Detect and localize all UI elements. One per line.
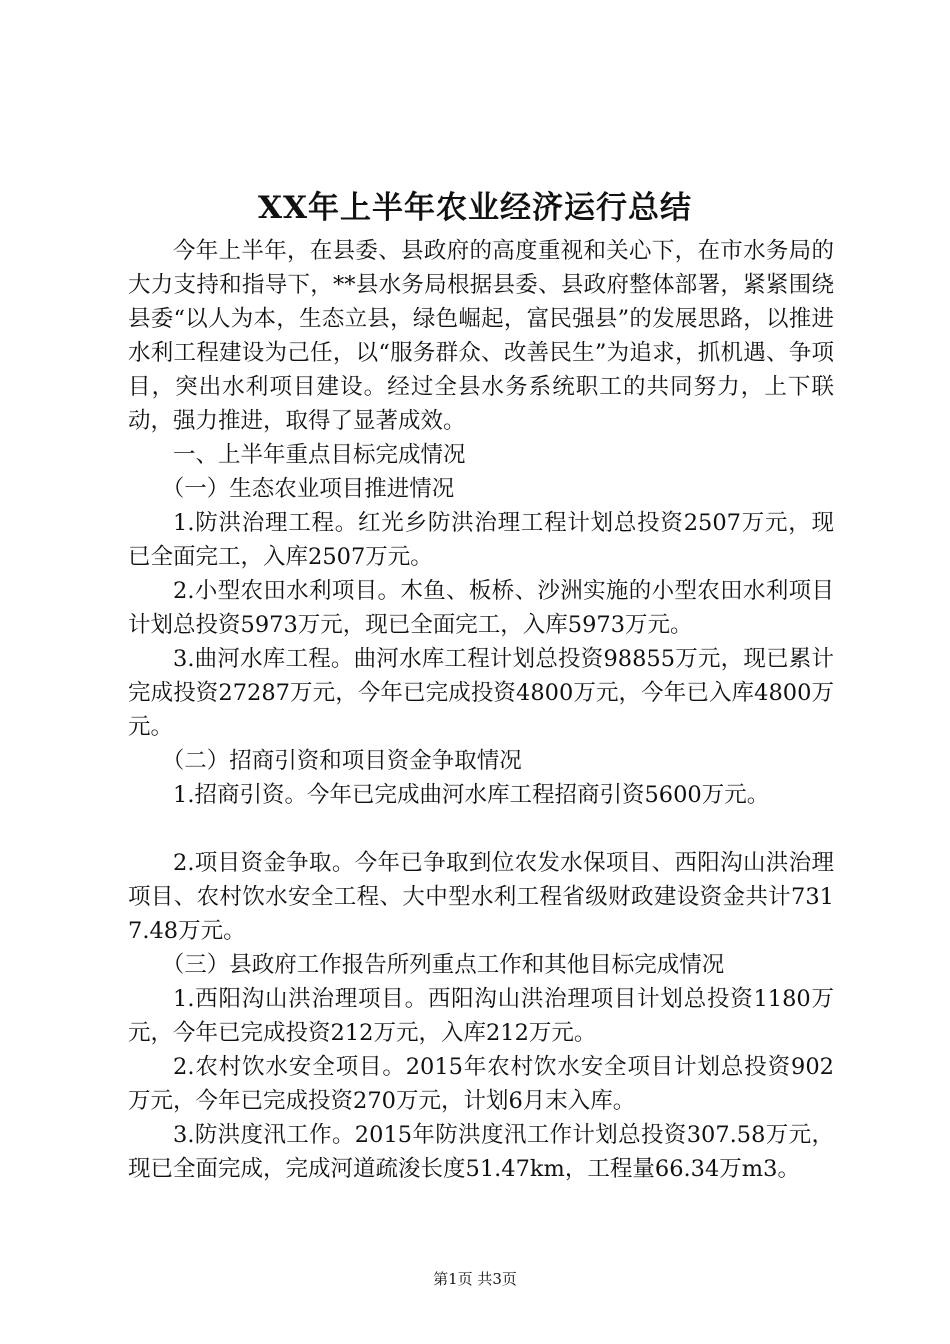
page-footer — [0, 1269, 950, 1289]
page-number: 第1页 — [433, 1270, 473, 1288]
list-item: 1.防洪治理工程。红光乡防洪治理工程计划总投资2507万元，现已全面完工，入库2507万元。 — [128, 510, 834, 570]
intro-paragraph: 今年上半年，在县委、县政府的高度重视和关心下，在市水务局的大力支持和指导下，**县水务局根据县委、县政府整体部署，紧紧围绕县委“以人为本，生态立县，绿色崛起，富民强县”的发展思路，以推进水利工程建设为己任，以“服务群众、改善民生”为追求，抓机遇、争项目，突出水利项目建设。经过全县水务系统职工的共同努力，上下联动，强力推进，取得了显著成效。 — [128, 238, 834, 434]
list-item: 2.小型农田水利项目。木鱼、板桥、沙洲实施的小型农田水利项目计划总投资5973万元，现已全面完工，入库5973万元。 — [128, 578, 834, 638]
subsection-heading: （二）招商引资和项目资金争取情况 — [161, 748, 522, 774]
list-item: 2.项目资金争取。今年已争取到位农发水保项目、西阳沟山洪治理项目、农村饮水安全工程、大中型水利工程省级财政建设资金共计7317.48万元。 — [128, 850, 834, 944]
list-item: 3.曲河水库工程。曲河水库工程计划总投资98855万元，现已累计完成投资27287万元，今年已完成投资4800万元，今年已入库4800万元。 — [128, 646, 834, 740]
list-item: 1.西阳沟山洪治理项目。西阳沟山洪治理项目计划总投资1180万元，今年已完成投资212万元，入库212万元。 — [128, 986, 834, 1046]
list-item: 1.招商引资。今年已完成曲河水库工程招商引资5600万元。 — [173, 782, 770, 808]
subsection-heading: （一）生态农业项目推进情况 — [161, 476, 455, 502]
document-body — [128, 234, 834, 1186]
list-item: 3.防洪度汛工作。2015年防洪度汛工作计划总投资307.58万元，现已全面完成，完成河道疏浚长度51.47km，工程量66.34万m3。 — [128, 1122, 834, 1182]
section-heading: 一、上半年重点目标完成情况 — [173, 442, 466, 468]
page-total: 共3页 — [477, 1270, 517, 1288]
subsection-heading: （三）县政府工作报告所列重点工作和其他目标完成情况 — [161, 952, 725, 978]
list-item: 2.农村饮水安全项目。2015年农村饮水安全项目计划总投资902万元，今年已完成投资270万元，计划6月末入库。 — [128, 1054, 834, 1114]
blank-line — [128, 812, 834, 846]
document-title: XX年上半年农业经济运行总结 — [257, 190, 693, 226]
